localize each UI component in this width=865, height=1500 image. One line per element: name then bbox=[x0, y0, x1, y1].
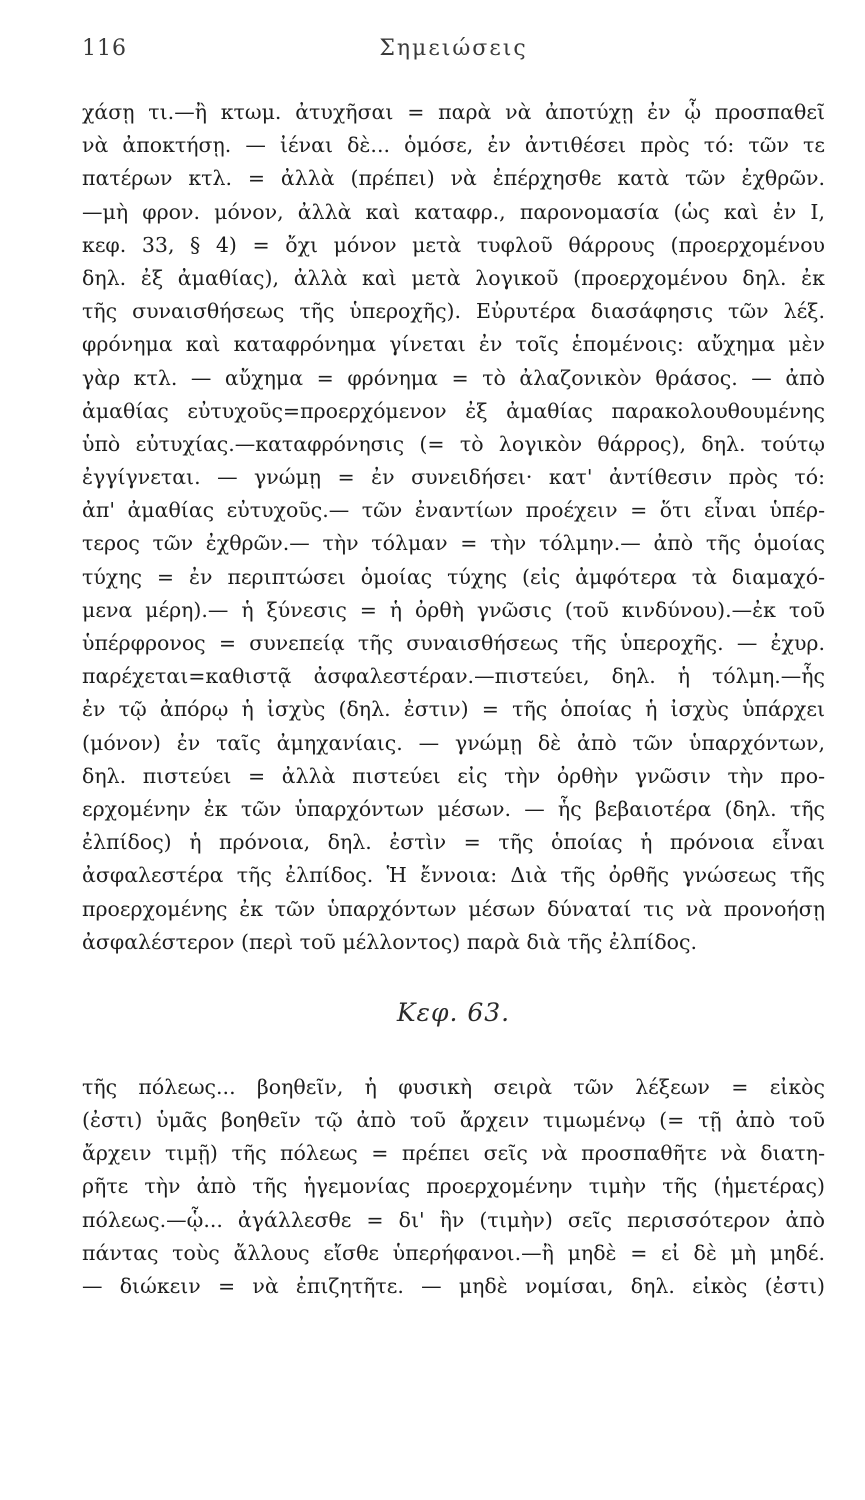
text-line: ἀμαθίας εὐτυχοῦς=προερχόμενον ἐξ ἀμαθίας παρακολουθουμένης bbox=[82, 398, 825, 423]
text-line: — διώκειν = νὰ ἐπιζητῆτε. — μηδὲ νομίσαι, δηλ. εἰκὸς (ἐστι) bbox=[82, 1274, 825, 1298]
text-line: τύχης = ἐν περιπτώσει ὁμοίας τύχης (εἰς ἀμφότερα τὰ διαμαχό- bbox=[82, 564, 825, 589]
text-line: πατέρων κτλ. = ἀλλὰ (πρέπει) νὰ ἐπέρχησθε κατὰ τῶν ἐχθρῶν. bbox=[82, 166, 825, 191]
text-line: δηλ. ἐξ ἀμαθίας), ἀλλὰ καὶ μετὰ λογικοῦ (προερχομένου δηλ. ἐκ bbox=[82, 265, 825, 290]
page-header bbox=[82, 36, 825, 76]
section-block bbox=[82, 1071, 825, 1303]
text-line: τερος τῶν ἐχθρῶν.— τὴν τόλμαν = τὴν τόλμην.— ἀπὸ τῆς ὁμοίας bbox=[82, 531, 825, 556]
section-heading: Κεφ. 63. bbox=[396, 997, 511, 1027]
text-line: ἀσφαλέστερον (περὶ τοῦ μέλλοντος) παρὰ διὰ τῆς ἐλπίδος. bbox=[82, 929, 698, 954]
text-line: (μόνον) ἐν ταῖς ἀμηχανίαις. — γνώμῃ δὲ ἀπὸ τῶν ὑπαρχόντων, bbox=[82, 730, 825, 755]
text-line: πάντας τοὺς ἄλλους εἴσθε ὑπερήφανοι.—ἢ μηδὲ = εἰ δὲ μὴ μηδέ. bbox=[82, 1240, 825, 1265]
text-line: ἀσφαλεστέρα τῆς ἐλπίδος. Ἡ ἔννοια: Διὰ τῆς ὀρθῆς γνώσεως τῆς bbox=[82, 863, 825, 888]
text-line: ρῆτε τὴν ἀπὸ τῆς ἡγεμονίας προερχομένην τιμὴν τῆς (ἡμετέρας) bbox=[82, 1174, 825, 1199]
text-line: προερχομένης ἐκ τῶν ὑπαρχόντων μέσων δύναταί τις νὰ προνοήσῃ bbox=[82, 896, 825, 921]
text-line: παρέχεται=καθιστᾷ ἀσφαλεστέραν.—πιστεύει, δηλ. ἡ τόλμη.—ἧς bbox=[82, 664, 825, 689]
text-line: ὑπέρφρονος = συνεπείᾳ τῆς συναισθήσεως τῆς ὑπεροχῆς. — ἐχυρ. bbox=[82, 631, 825, 655]
text-line: κεφ. 33, § 4) = ὄχι μόνον μετὰ τυφλοῦ θάρρους (προερχομένου bbox=[82, 232, 825, 257]
text-line: ἐγγίγνεται. — γνώμῃ = ἐν συνειδήσει· κατ' ἀντίθεσιν πρὸς τό: bbox=[82, 465, 825, 490]
text-line: τῆς συναισθήσεως τῆς ὑπεροχῆς). Εὐρυτέρα διασάφησις τῶν λέξ. bbox=[82, 299, 825, 324]
text-line: ἀπ' ἀμαθίας εὐτυχοῦς.— τῶν ἐναντίων προέχειν = ὅτι εἶναι ὑπέρ- bbox=[82, 498, 825, 523]
text-line: ἐλπίδος) ἡ πρόνοια, δηλ. ἐστὶν = τῆς ὁποίας ἡ πρόνοια εἶναι bbox=[82, 830, 825, 855]
text-line: πόλεως.—ᾧ... ἀγάλλεσθε = δι' ἣν (τιμὴν) σεῖς περισσότερον ἀπὸ bbox=[82, 1207, 825, 1232]
text-line: —μὴ φρον. μόνον, ἀλλὰ καὶ καταφρ., παρονομασία (ὡς καὶ ἐν Ι, bbox=[82, 199, 825, 224]
text-line: φρόνημα καὶ καταφρόνημα γίνεται ἐν τοῖς ἑπομένοις: αὔχημα μὲν bbox=[82, 332, 825, 357]
text-line: νὰ ἀποκτήσῃ. — ἰέναι δὲ... ὁμόσε, ἐν ἀντιθέσει πρὸς τό: τῶν τε bbox=[82, 133, 825, 158]
running-head: Σημειώσεις bbox=[379, 36, 528, 61]
text-line: δηλ. πιστεύει = ἀλλὰ πιστεύει εἰς τὴν ὀρθὴν γνῶσιν τὴν προ- bbox=[82, 763, 825, 788]
notes-block bbox=[82, 96, 825, 959]
text-line: (ἐστι) ὑμᾶς βοηθεῖν τῷ ἀπὸ τοῦ ἄρχειν τιμωμένῳ (= τῇ ἀπὸ τοῦ bbox=[82, 1108, 825, 1133]
page-number: 116 bbox=[82, 36, 127, 61]
text-line: μενα μέρη).— ἡ ξύνεσις = ἡ ὀρθὴ γνῶσις (τοῦ κινδύνου).—ἐκ τοῦ bbox=[82, 597, 825, 622]
text-line: ερχομένην ἐκ τῶν ὑπαρχόντων μέσων. — ἧς βεβαιοτέρα (δηλ. τῆς bbox=[82, 796, 825, 821]
text-line: ἐν τῷ ἀπόρῳ ἡ ἰσχὺς (δηλ. ἐστιν) = τῆς ὁποίας ἡ ἰσχὺς ὑπάρχει bbox=[82, 697, 825, 722]
text-line: τῆς πόλεως... βοηθεῖν, ἡ φυσικὴ σειρὰ τῶν λέξεων = εἰκὸς bbox=[82, 1074, 825, 1099]
text-line: ὑπὸ εὐτυχίας.—καταφρόνησις (= τὸ λογικὸν θάρρος), δηλ. τούτῳ bbox=[82, 431, 825, 456]
text-line: χάσῃ τι.—ἢ κτωμ. ἀτυχῆσαι = παρὰ νὰ ἀποτύχῃ ἐν ᾧ προσπαθεῖ bbox=[82, 100, 825, 124]
text-line: γὰρ κτλ. — αὔχημα = φρόνημα = τὸ ἀλαζονικὸν θράσος. — ἀπὸ bbox=[82, 365, 825, 390]
text-line: ἄρχειν τιμῇ) τῆς πόλεως = πρέπει σεῖς νὰ προσπαθῆτε νὰ διατη- bbox=[82, 1141, 825, 1166]
